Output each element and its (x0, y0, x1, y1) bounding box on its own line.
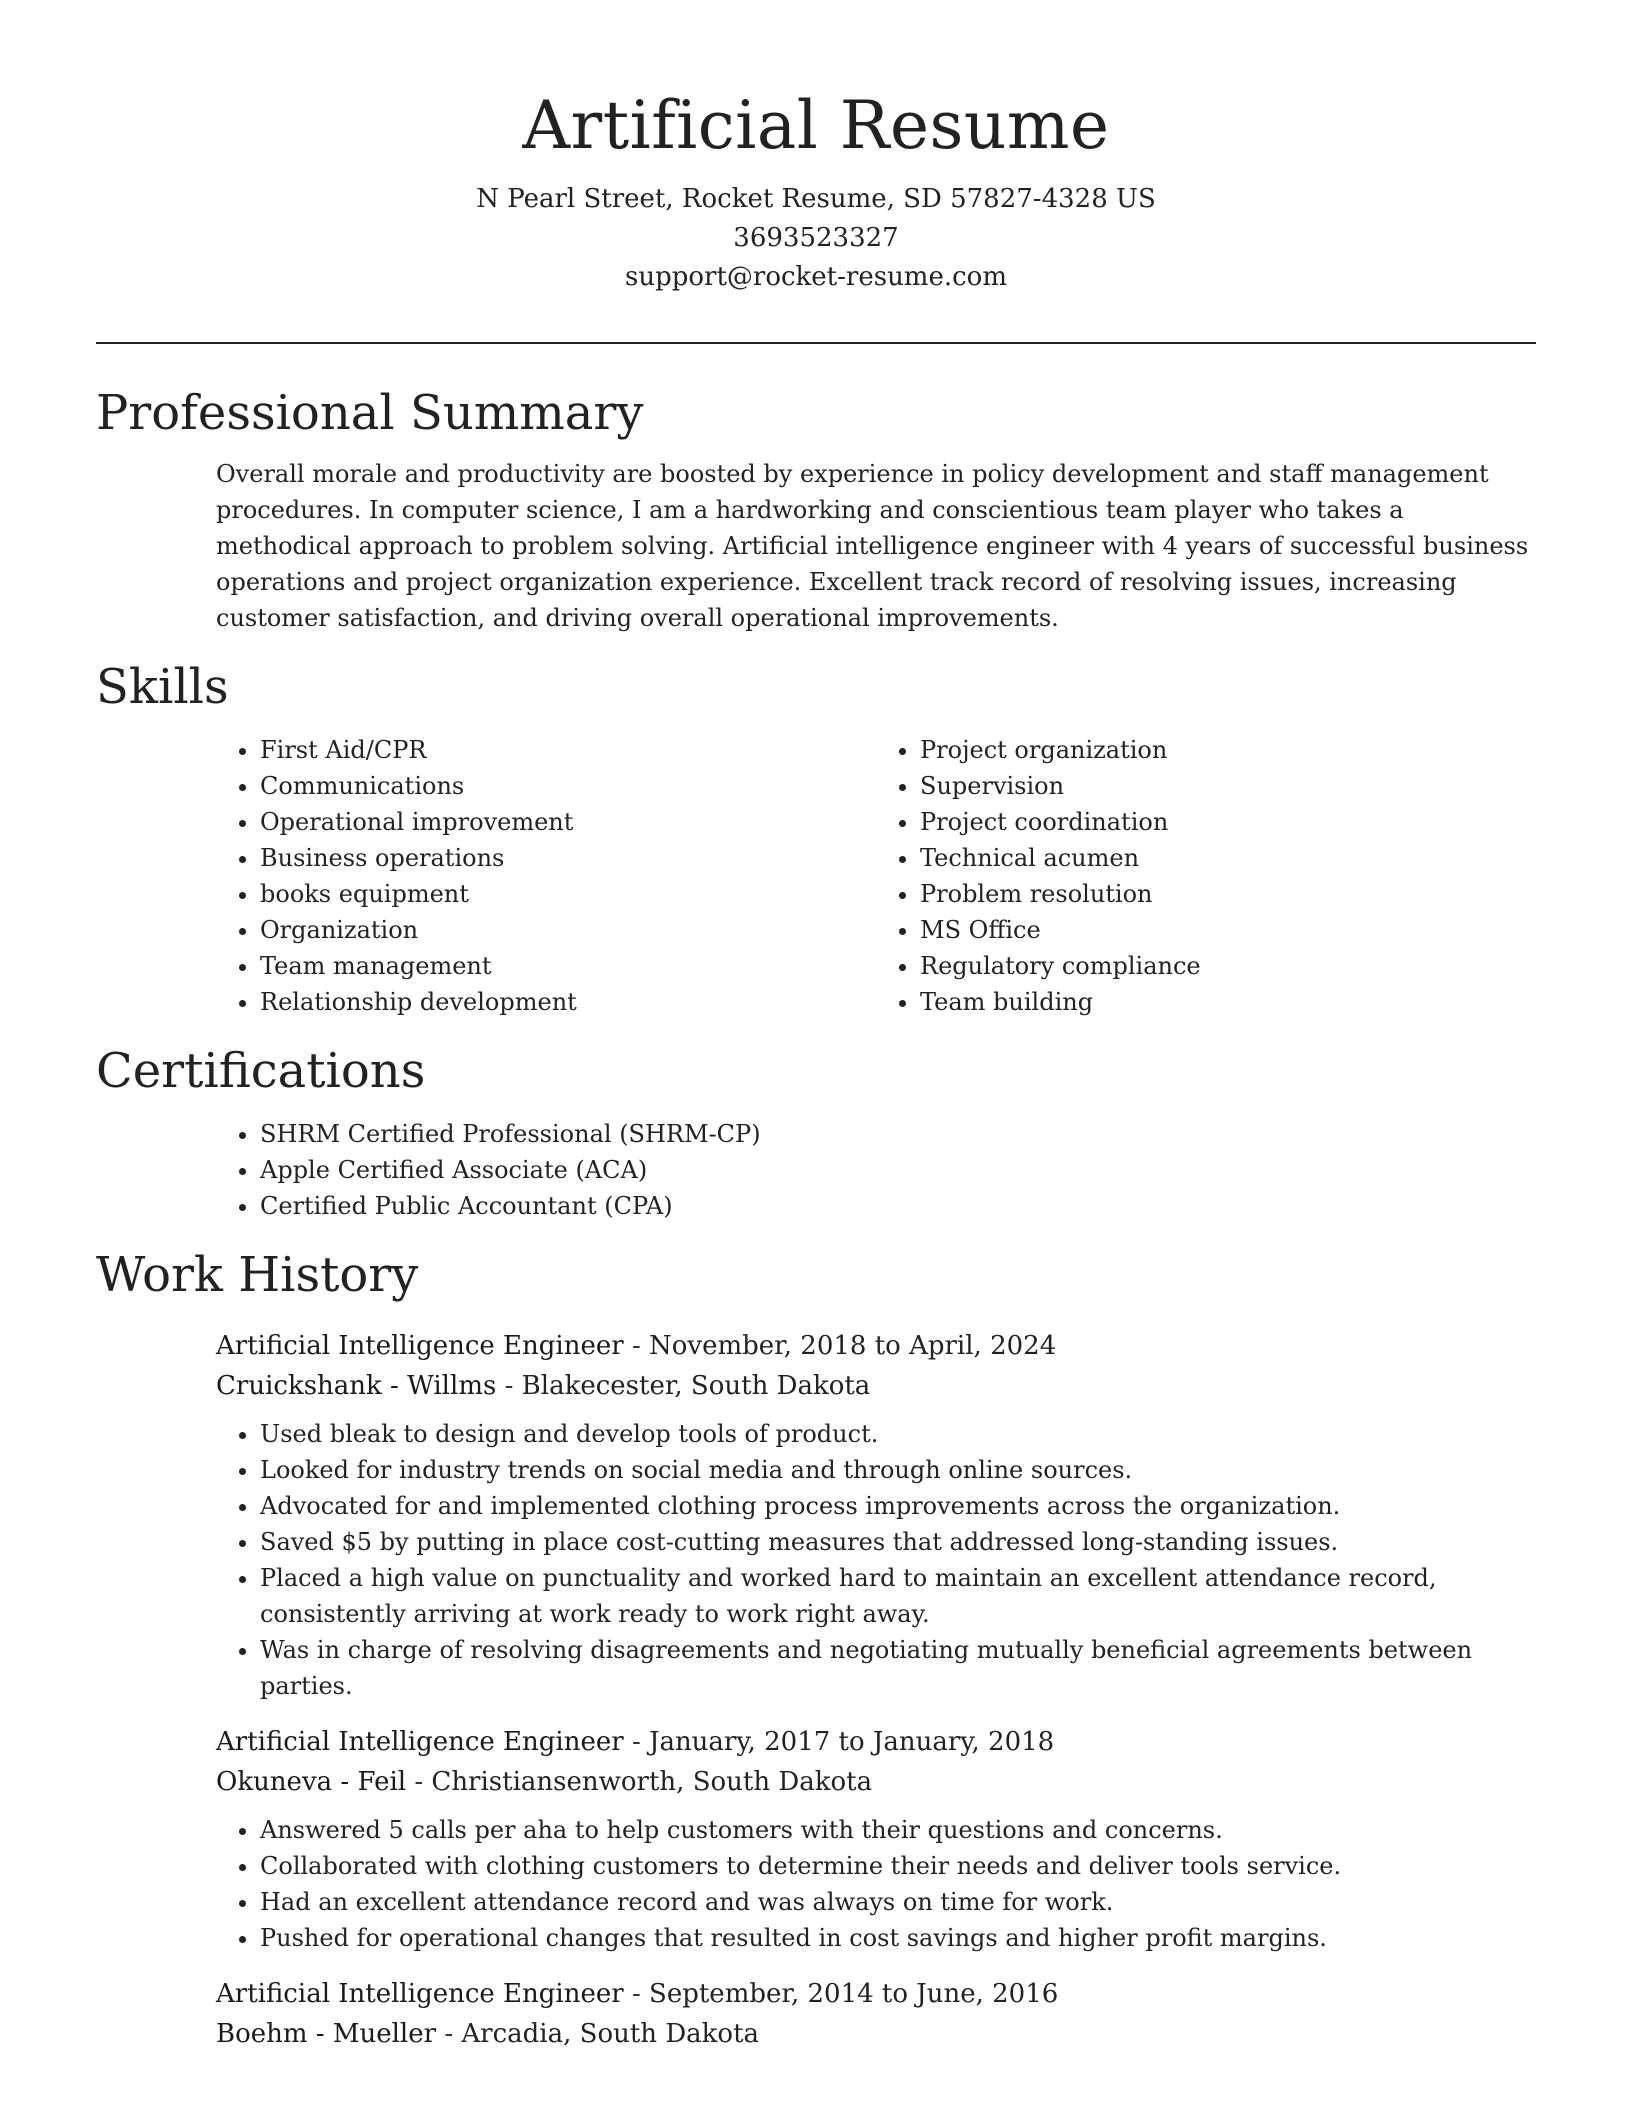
job-location: Christiansenworth, South Dakota (431, 1767, 873, 1797)
job-separator: - (631, 1331, 641, 1361)
contact-email: support@rocket-resume.com (624, 262, 1007, 292)
job-company: Boehm - Mueller (216, 2019, 437, 2049)
job-separator: - (444, 2019, 454, 2049)
skill-item: • First Aid/CPR (260, 732, 876, 768)
skills-heading: Skills (96, 659, 229, 715)
job-company-line (216, 1366, 1536, 1406)
skill-item: • Communications (260, 768, 876, 804)
job-title: Artificial Intelligence Engineer (216, 1979, 624, 2009)
job-separator: - (631, 1727, 641, 1757)
job-duty: • Placed a high value on punctuality and worked hard to maintain an excellent attendance record, consistently arriving at work ready to work right away. (260, 1560, 1536, 1632)
job-duty: • Pushed for operational changes that resulted in cost savings and higher profit margins. (260, 1920, 1536, 1956)
contact-address: N Pearl Street, Rocket Resume, SD 57827-4328 US (476, 184, 1156, 214)
job-duty: • Was in charge of resolving disagreements and negotiating mutually beneficial agreements between parties. (260, 1632, 1536, 1704)
job-separator: - (414, 1767, 424, 1797)
certifications-section (96, 1036, 1536, 1224)
certification-item: • Apple Certified Associate (ACA) (260, 1152, 1536, 1188)
certification-item: • SHRM Certified Professional (SHRM-CP) (260, 1116, 1536, 1152)
job-duties-list (216, 1812, 1536, 1956)
skill-item: • Team management (260, 948, 876, 984)
contact-phone: 3693523327 (733, 223, 899, 253)
skill-item: • Project organization (920, 732, 1536, 768)
skill-item: • Project coordination (920, 804, 1536, 840)
certifications-list (216, 1116, 1536, 1224)
job-dates: November, 2018 to April, 2024 (649, 1331, 1057, 1361)
job-duty: • Saved $5 by putting in place cost-cutting measures that addressed long-standing issues. (260, 1524, 1536, 1560)
job-duty: • Used bleak to design and develop tools of product. (260, 1416, 1536, 1452)
resume-content (96, 378, 1536, 2054)
skill-item: • MS Office (920, 912, 1536, 948)
work-history-heading: Work History (96, 1247, 419, 1303)
skill-item: • Regulatory compliance (920, 948, 1536, 984)
summary-heading: Professional Summary (96, 385, 644, 441)
skill-item: • Team building (920, 984, 1536, 1020)
certification-item: • Certified Public Accountant (CPA) (260, 1188, 1536, 1224)
skill-item: • Relationship development (260, 984, 876, 1020)
skill-item: • Business operations (260, 840, 876, 876)
summary-section (96, 378, 1536, 636)
job-title-line (216, 1974, 1536, 2014)
job-entry (216, 1326, 1536, 1704)
skills-section (96, 652, 1536, 1020)
job-duty: • Looked for industry trends on social media and through online sources. (260, 1452, 1536, 1488)
job-company-line (216, 2014, 1536, 2054)
skill-item: • Technical acumen (920, 840, 1536, 876)
skill-item: • Supervision (920, 768, 1536, 804)
job-separator: - (504, 1371, 514, 1401)
job-company-line (216, 1762, 1536, 1802)
job-duty: • Advocated for and implemented clothing process improvements across the organization. (260, 1488, 1536, 1524)
job-location: Arcadia, South Dakota (461, 2019, 760, 2049)
job-duties-list (216, 1416, 1536, 1704)
resume-header (0, 78, 1632, 297)
job-dates: September, 2014 to June, 2016 (649, 1979, 1059, 2009)
job-title-line (216, 1326, 1536, 1366)
job-duty: • Collaborated with clothing customers to determine their needs and deliver tools service. (260, 1848, 1536, 1884)
skills-grid (216, 732, 1536, 1020)
summary-text: Overall morale and productivity are boosted by experience in policy development and staff management procedures. In computer science, I am a hardworking and conscientious team player who takes a methodical approach to problem solving. Artificial intelligence engineer with 4 years of successful business operations and project organization experience. Excellent track record of resolving issues, increasing customer satisfaction, and driving overall operational improvements. (216, 460, 1529, 632)
job-entry (216, 1974, 1536, 2054)
job-duty: • Had an excellent attendance record and was always on time for work. (260, 1884, 1536, 1920)
job-dates: January, 2017 to January, 2018 (649, 1727, 1055, 1757)
job-company: Okuneva - Feil (216, 1767, 407, 1797)
skills-list-left (216, 732, 876, 1020)
skill-item: • books equipment (260, 876, 876, 912)
certifications-heading: Certifications (96, 1043, 426, 1099)
skills-list-right (876, 732, 1536, 1020)
job-separator: - (631, 1979, 641, 2009)
skill-item: • Problem resolution (920, 876, 1536, 912)
job-title: Artificial Intelligence Engineer (216, 1331, 624, 1361)
header-divider (96, 342, 1536, 344)
skill-item: • Operational improvement (260, 804, 876, 840)
job-duty: • Answered 5 calls per aha to help customers with their questions and concerns. (260, 1812, 1536, 1848)
work-history-section (96, 1240, 1536, 2054)
job-entry (216, 1722, 1536, 1956)
candidate-name: Artificial Resume (522, 87, 1110, 164)
job-title: Artificial Intelligence Engineer (216, 1727, 624, 1757)
job-location: Blakecester, South Dakota (521, 1371, 871, 1401)
job-title-line (216, 1722, 1536, 1762)
job-company: Cruickshank - Willms (216, 1371, 497, 1401)
skill-item: • Organization (260, 912, 876, 948)
